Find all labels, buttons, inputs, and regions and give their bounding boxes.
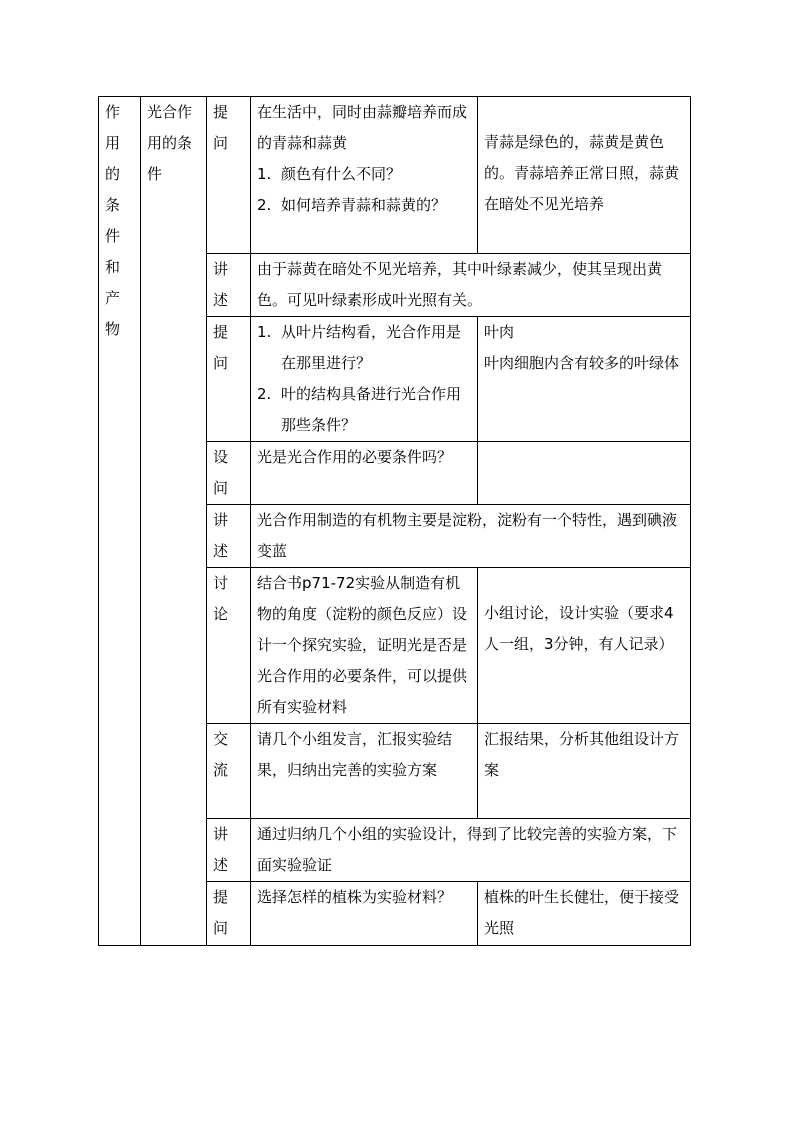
narration-text: 由于蒜黄在暗处不见光培养，其中叶绿素减少，使其呈现出黄色。可见叶绿素形成叶光照有关。 [257, 260, 663, 309]
step-type-cell [207, 254, 251, 317]
teacher-activity-cell [251, 442, 478, 505]
narration-cell [251, 819, 691, 882]
student-answer-line: 叶肉细胞内含有较多的叶绿体 [484, 354, 680, 372]
student-answer-line: 叶肉 [484, 323, 515, 341]
student-activity-cell [478, 724, 691, 819]
teacher-task: 请几个小组发言，汇报实验结果，归纳出完善的实验方案 [257, 730, 453, 779]
step-type: 讲述 [213, 260, 229, 309]
list-item: 2. 如何培养青蒜和蒜黄的？ [257, 196, 447, 214]
teacher-activity-cell [251, 724, 478, 819]
teacher-question: 光是光合作用的必要条件吗？ [257, 448, 453, 466]
step-type: 讲述 [213, 511, 229, 560]
lesson-plan-table [98, 96, 691, 946]
step-type: 提问 [213, 888, 229, 937]
narration-text: 光合作用制造的有机物主要是淀粉，淀粉有一个特性，遇到碘液变蓝 [257, 511, 678, 560]
table-row [99, 97, 691, 254]
step-type-cell [207, 882, 251, 946]
teacher-activity-cell [251, 97, 478, 254]
step-type: 讨论 [213, 574, 229, 623]
section-label-cell [99, 97, 141, 946]
list-item: 1. 从叶片结构看，光合作用是在那里进行？ [257, 323, 462, 372]
student-activity-cell [478, 317, 691, 442]
narration-cell [251, 254, 691, 317]
teacher-activity-cell [251, 568, 478, 724]
narration-text: 通过归纳几个小组的实验设计，得到了比较完善的实验方案，下面实验验证 [257, 825, 678, 874]
topic-label-cell [141, 97, 207, 946]
narration-cell [251, 505, 691, 568]
step-type-cell [207, 568, 251, 724]
topic-label: 光合作用的条件 [147, 103, 193, 183]
list-item: 1. 颜色有什么不同？ [257, 165, 402, 183]
student-activity-cell [478, 568, 691, 724]
teacher-intro: 在生活中，同时由蒜瓣培养而成的青蒜和蒜黄 [257, 103, 468, 152]
step-type: 设问 [213, 448, 229, 497]
student-activity-cell [478, 97, 691, 254]
step-type: 提问 [213, 323, 229, 372]
list-item: 2. 叶的结构具备进行光合作用那些条件？ [257, 385, 462, 434]
teacher-question: 选择怎样的植株为实验材料？ [257, 888, 453, 906]
student-activity-cell [478, 882, 691, 946]
step-type-cell [207, 724, 251, 819]
student-answer: 植株的叶生长健壮，便于接受光照 [484, 888, 680, 937]
step-type-cell [207, 97, 251, 254]
step-type: 提问 [213, 103, 229, 152]
teacher-activity-cell [251, 882, 478, 946]
student-answer: 青蒜是绿色的，蒜黄是黄色的。青蒜培养正常日照，蒜黄在暗处不见光培养 [484, 133, 680, 213]
student-answer: 汇报结果，分析其他组设计方案 [484, 730, 680, 779]
question-list [257, 317, 471, 441]
section-label: 作用的条件和产物 [105, 103, 121, 338]
question-list [257, 159, 471, 221]
step-type: 交流 [213, 730, 229, 779]
step-type-cell [207, 819, 251, 882]
step-type-cell [207, 505, 251, 568]
teacher-activity-cell [251, 317, 478, 442]
teacher-task: 结合书p71-72实验从制造有机物的角度（淀粉的颜色反应）设计一个探究实验，证明光是否是光合作用的必要条件，可以提供所有实验材料 [257, 574, 468, 716]
student-answer: 小组讨论，设计实验（要求4人一组，3分钟，有人记录） [484, 604, 674, 653]
step-type-cell [207, 317, 251, 442]
step-type-cell [207, 442, 251, 505]
student-activity-cell [478, 442, 691, 505]
step-type: 讲述 [213, 825, 229, 874]
